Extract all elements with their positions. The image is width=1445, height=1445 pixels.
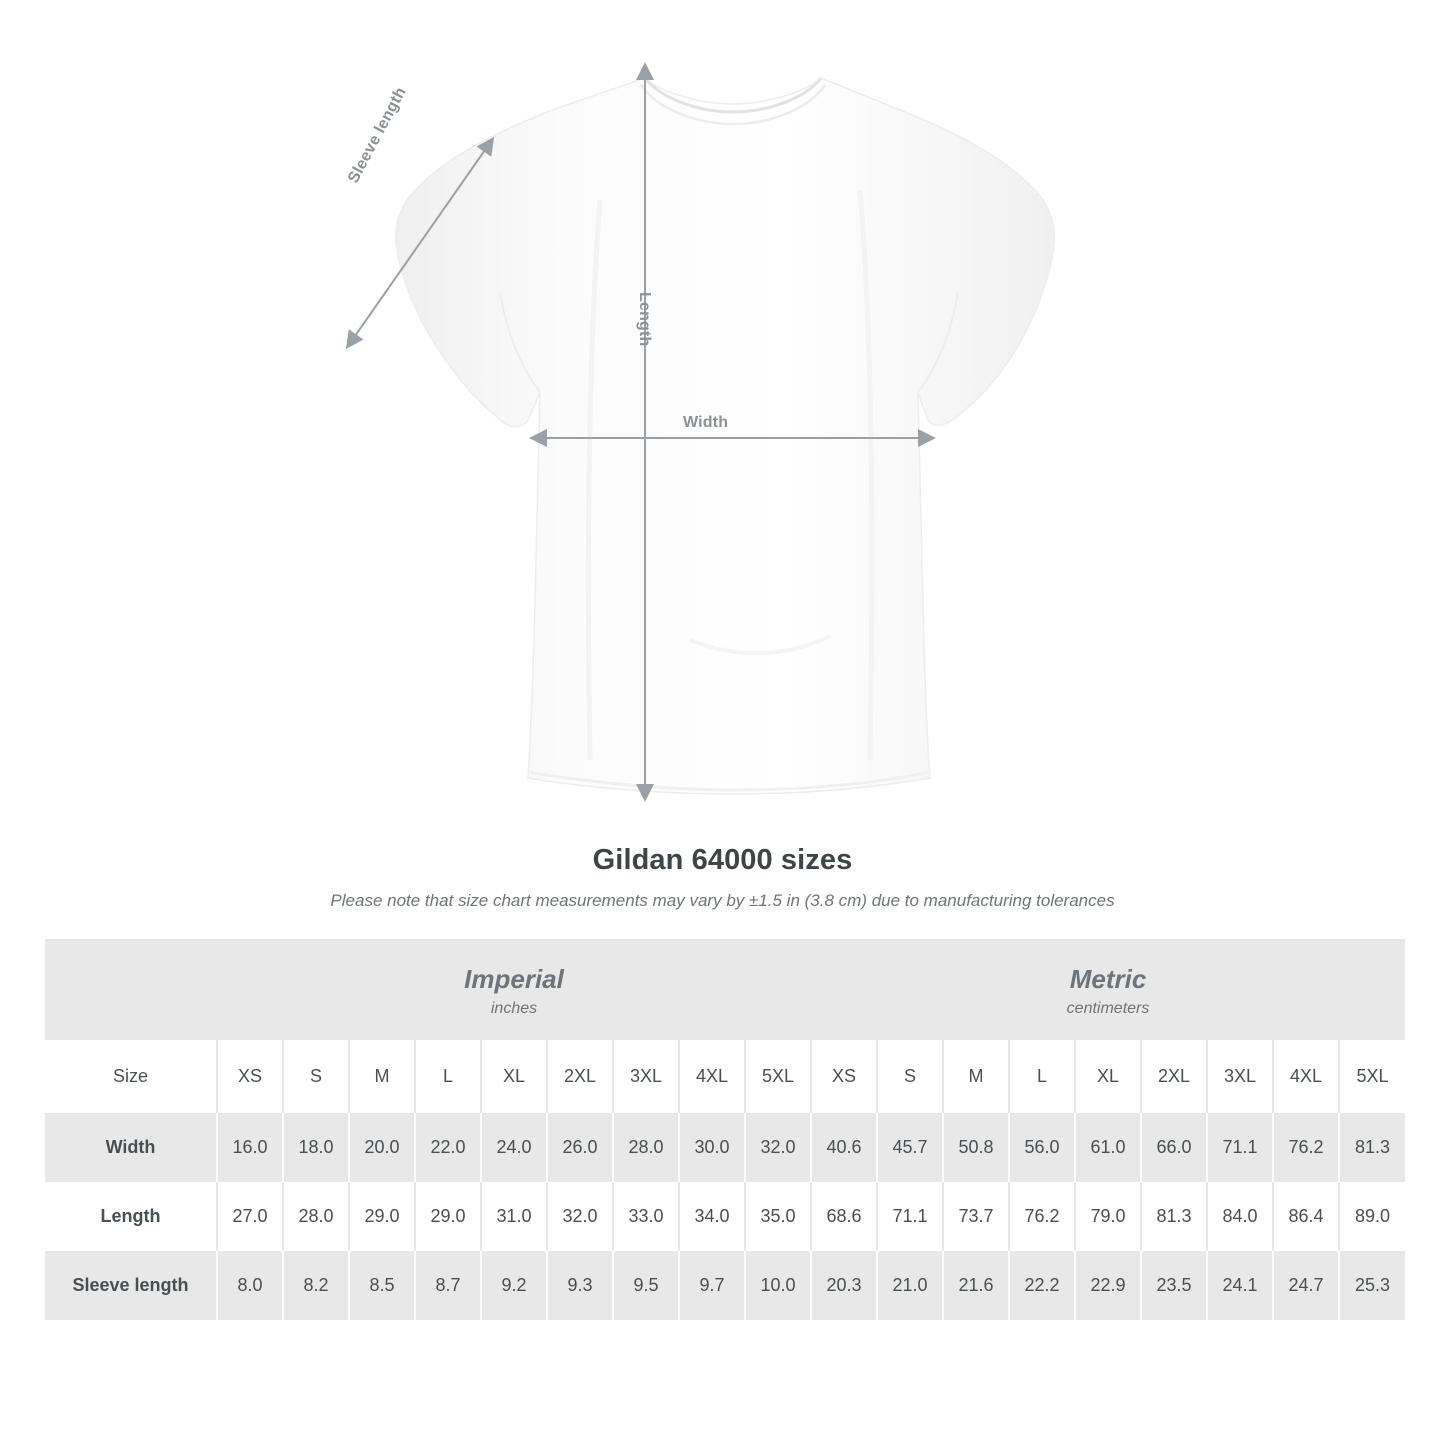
cell-sleeve-11: 21.6 xyxy=(943,1251,1009,1320)
header-col-12: L xyxy=(1009,1040,1075,1113)
row-label-length: Length xyxy=(45,1182,217,1251)
header-size-label: Size xyxy=(45,1040,217,1113)
cell-length-17: 89.0 xyxy=(1339,1182,1405,1251)
header-col-2: M xyxy=(349,1040,415,1113)
cell-length-1: 28.0 xyxy=(283,1182,349,1251)
cell-width-11: 50.8 xyxy=(943,1113,1009,1182)
cell-width-12: 56.0 xyxy=(1009,1113,1075,1182)
unit-imperial-sub: inches xyxy=(490,999,538,1017)
cell-sleeve-5: 9.3 xyxy=(547,1251,613,1320)
cell-sleeve-14: 23.5 xyxy=(1141,1251,1207,1320)
cell-length-6: 33.0 xyxy=(613,1182,679,1251)
cell-sleeve-4: 9.2 xyxy=(481,1251,547,1320)
unit-imperial-name: Imperial xyxy=(464,964,564,994)
cell-sleeve-7: 9.7 xyxy=(679,1251,745,1320)
cell-length-3: 29.0 xyxy=(415,1182,481,1251)
cell-length-0: 27.0 xyxy=(217,1182,283,1251)
cell-width-4: 24.0 xyxy=(481,1113,547,1182)
header-col-17: 5XL xyxy=(1339,1040,1405,1113)
header-col-10: S xyxy=(877,1040,943,1113)
cell-width-2: 20.0 xyxy=(349,1113,415,1182)
table-row xyxy=(45,1251,1405,1320)
cell-sleeve-1: 8.2 xyxy=(283,1251,349,1320)
cell-width-9: 40.6 xyxy=(811,1113,877,1182)
row-label-sleeve-length: Sleeve length xyxy=(45,1251,217,1320)
size-chart-table xyxy=(45,939,1405,1320)
units-header-row xyxy=(45,939,1405,1040)
cell-width-7: 30.0 xyxy=(679,1113,745,1182)
cell-length-15: 84.0 xyxy=(1207,1182,1273,1251)
cell-sleeve-12: 22.2 xyxy=(1009,1251,1075,1320)
cell-width-6: 28.0 xyxy=(613,1113,679,1182)
header-col-11: M xyxy=(943,1040,1009,1113)
size-table-wrapper xyxy=(0,939,1445,1320)
header-col-13: XL xyxy=(1075,1040,1141,1113)
width-label: Width xyxy=(683,414,729,431)
header-col-0: XS xyxy=(217,1040,283,1113)
cell-length-14: 81.3 xyxy=(1141,1182,1207,1251)
cell-width-8: 32.0 xyxy=(745,1113,811,1182)
cell-sleeve-17: 25.3 xyxy=(1339,1251,1405,1320)
cell-width-0: 16.0 xyxy=(217,1113,283,1182)
title-block xyxy=(0,844,1445,911)
table-row xyxy=(45,1182,1405,1251)
tolerance-note: Please note that size chart measurements may vary by ±1.5 in (3.8 cm) due to manufacturing tolerances xyxy=(330,891,1115,910)
cell-sleeve-2: 8.5 xyxy=(349,1251,415,1320)
page-title: Gildan 64000 sizes xyxy=(592,844,853,876)
header-col-9: XS xyxy=(811,1040,877,1113)
cell-width-5: 26.0 xyxy=(547,1113,613,1182)
cell-sleeve-0: 8.0 xyxy=(217,1251,283,1320)
cell-length-9: 68.6 xyxy=(811,1182,877,1251)
size-header-row xyxy=(45,1040,1405,1113)
unit-group-metric xyxy=(811,939,1405,1040)
row-label-width: Width xyxy=(45,1113,217,1182)
header-col-14: 2XL xyxy=(1141,1040,1207,1113)
cell-length-16: 86.4 xyxy=(1273,1182,1339,1251)
cell-sleeve-15: 24.1 xyxy=(1207,1251,1273,1320)
header-col-15: 3XL xyxy=(1207,1040,1273,1113)
cell-length-8: 35.0 xyxy=(745,1182,811,1251)
header-col-4: XL xyxy=(481,1040,547,1113)
header-col-5: 2XL xyxy=(547,1040,613,1113)
header-col-8: 5XL xyxy=(745,1040,811,1113)
header-col-1: S xyxy=(283,1040,349,1113)
cell-sleeve-10: 21.0 xyxy=(877,1251,943,1320)
cell-width-14: 66.0 xyxy=(1141,1113,1207,1182)
table-row xyxy=(45,1113,1405,1182)
cell-length-10: 71.1 xyxy=(877,1182,943,1251)
unit-metric-name: Metric xyxy=(1069,964,1147,994)
unit-group-imperial xyxy=(217,939,811,1040)
header-col-6: 3XL xyxy=(613,1040,679,1113)
unit-metric-sub: centimeters xyxy=(1066,999,1150,1017)
cell-length-7: 34.0 xyxy=(679,1182,745,1251)
cell-length-12: 76.2 xyxy=(1009,1182,1075,1251)
cell-width-15: 71.1 xyxy=(1207,1113,1273,1182)
cell-width-13: 61.0 xyxy=(1075,1113,1141,1182)
cell-sleeve-16: 24.7 xyxy=(1273,1251,1339,1320)
cell-length-4: 31.0 xyxy=(481,1182,547,1251)
cell-sleeve-3: 8.7 xyxy=(415,1251,481,1320)
cell-width-17: 81.3 xyxy=(1339,1113,1405,1182)
cell-sleeve-9: 20.3 xyxy=(811,1251,877,1320)
units-blank-cell xyxy=(45,939,217,1040)
cell-length-2: 29.0 xyxy=(349,1182,415,1251)
header-col-7: 4XL xyxy=(679,1040,745,1113)
cell-width-1: 18.0 xyxy=(283,1113,349,1182)
cell-sleeve-13: 22.9 xyxy=(1075,1251,1141,1320)
header-col-16: 4XL xyxy=(1273,1040,1339,1113)
cell-width-10: 45.7 xyxy=(877,1113,943,1182)
cell-length-13: 79.0 xyxy=(1075,1182,1141,1251)
sleeve-length-label: Sleeve length xyxy=(345,84,410,186)
cell-length-11: 73.7 xyxy=(943,1182,1009,1251)
cell-length-5: 32.0 xyxy=(547,1182,613,1251)
cell-width-3: 22.0 xyxy=(415,1113,481,1182)
header-col-3: L xyxy=(415,1040,481,1113)
cell-sleeve-6: 9.5 xyxy=(613,1251,679,1320)
length-label: Length xyxy=(636,292,653,347)
cell-sleeve-8: 10.0 xyxy=(745,1251,811,1320)
cell-width-16: 76.2 xyxy=(1273,1113,1339,1182)
